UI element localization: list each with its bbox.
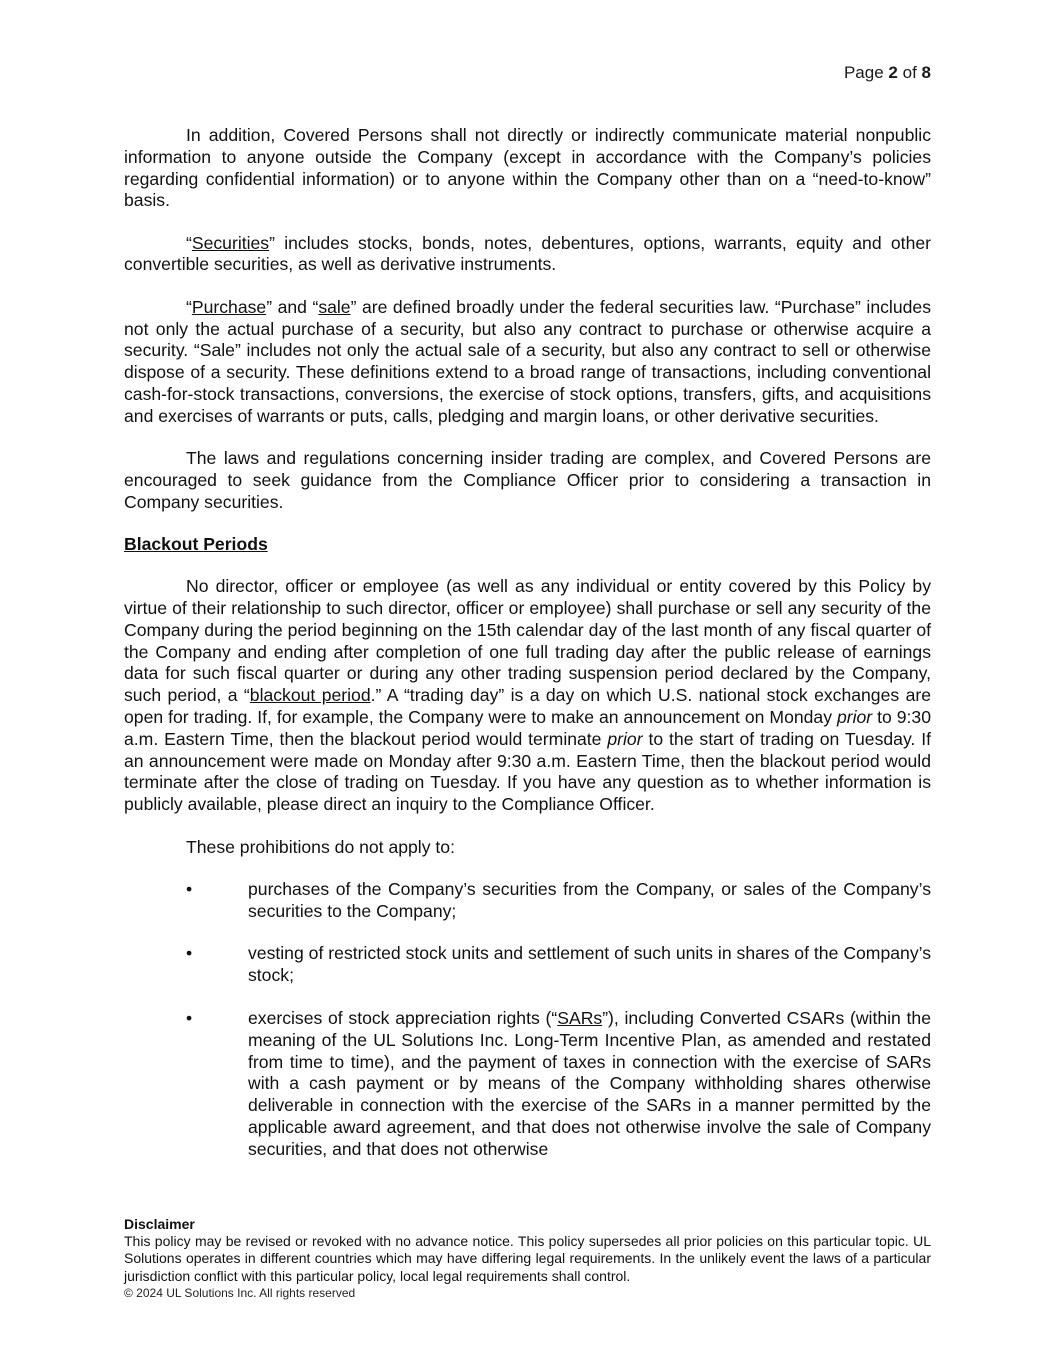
disclaimer-title: Disclaimer <box>124 1216 195 1232</box>
page-current: 2 <box>888 63 898 82</box>
list-item-text: exercises of stock appreciation rights (“ <box>248 1008 558 1028</box>
list-item <box>124 1008 931 1161</box>
page-of: of <box>902 63 917 82</box>
prohibitions-intro: These prohibitions do not apply to: <box>186 836 455 857</box>
emphasis-prior: prior <box>836 707 873 728</box>
paragraph-communication: In addition, Covered Persons shall not directly or indirectly communicate material nonpublic information to anyone outside the Company (except in accordance with the Company’s policies regarding confidential information) or to anyone within the Company other than on a “need-to-know” basis. <box>124 125 931 211</box>
bullet-marker: • <box>186 1008 193 1028</box>
paragraph-blackout-rule <box>124 576 931 816</box>
blackout-text-3: to 9:30 a.m. Eastern Time, then the blackout period would terminate <box>124 707 931 749</box>
defined-term-sale: sale <box>318 296 351 317</box>
disclaimer-text: This policy may be revised or revoked with no advance notice. This policy supersedes all prior policies on this particular topic. UL Solutions operates in different countries which may have differing legal requirements. In the unlikely event the laws of a particular jurisdiction conflict with this particular policy, local legal requirements shall control. <box>124 1233 931 1284</box>
document-body <box>124 125 931 1182</box>
paragraph-purchase-sale-definition <box>124 297 931 428</box>
page-label: Page <box>843 63 884 82</box>
page-total: 8 <box>921 63 931 82</box>
defined-term-purchase: Purchase <box>191 296 267 317</box>
blackout-text-2: .” A “trading day” is a day on which U.S. national stock exchanges are open for trading. If, for example, the Company were to make an announcement on Monday <box>124 685 931 728</box>
list-item-text: ”), including Converted CSARs (within the meaning of the UL Solutions Inc. Long-Term Incentive Plan, as amended and restated from time to time), and the payment of taxes in connection with the exercise of SARs with a cash payment or by means of the Company withholding shares otherwise deliverable in connection with the exercise of the SARs in a manner permitted by the applicable award agreement, and that does not otherwise involve the sale of Company securities, and that does not otherwise <box>248 1008 931 1159</box>
bullet-marker: • <box>186 943 193 964</box>
open-quote: “ <box>186 232 192 253</box>
bullet-marker: • <box>186 878 193 899</box>
securities-definition-text: ” includes stocks, bonds, notes, debentures, options, warrants, equity and other convertible securities, as well as derivative instruments. <box>124 232 931 275</box>
defined-term-securities: Securities <box>191 232 270 253</box>
list-item <box>124 879 931 923</box>
conjunction-text: ” and “ <box>266 296 319 317</box>
exceptions-list <box>124 879 931 1161</box>
copyright-notice: © 2024 UL Solutions Inc. All rights reserved <box>124 1285 356 1300</box>
blackout-text-1: No director, officer or employee (as well as any individual or entity covered by this Policy by virtue of their relationship to such director, officer or employee) shall purchase or sell any security of the Company during the period beginning on the 15th calendar day of the last month of any fiscal quarter of the Company and ending after completion of one full trading day after the public release of earnings data for such fiscal quarter or during any other trading suspension period declared by the Company, such period, a “ <box>124 576 931 706</box>
list-item-text: purchases of the Company’s securities from the Company, or sales of the Company’s securities to the Company; <box>248 878 931 921</box>
section-heading-blackout-periods: Blackout Periods <box>124 533 268 554</box>
page-number <box>844 63 931 83</box>
blackout-text-4: to the start of trading on Tuesday. If an announcement were made on Monday after 9:30 a.m. Eastern Time, then the blackout period would terminate after the close of trading on Tuesday. If you have any question as to whether information is publicly available, please direct an inquiry to the Compliance Officer. <box>124 728 931 815</box>
defined-term-sars: SARs <box>557 1008 603 1028</box>
page-footer <box>124 1215 931 1301</box>
list-item <box>124 943 931 987</box>
paragraph-securities-definition <box>124 233 931 277</box>
list-item-text: vesting of restricted stock units and settlement of such units in shares of the Company’s stock; <box>248 943 931 986</box>
open-quote: “ <box>186 296 192 317</box>
emphasis-prior: prior <box>607 728 643 749</box>
paragraph-guidance: The laws and regulations concerning insider trading are complex, and Covered Persons are encouraged to seek guidance from the Compliance Officer prior to considering a transaction in Company securities. <box>124 448 931 512</box>
defined-term-blackout-period: blackout period <box>249 685 371 706</box>
purchase-sale-definition-text: ” are defined broadly under the federal securities law. “Purchase” includes not only the actual purchase of a security, but also any contract to purchase or otherwise acquire a security. “Sale” includes not only the actual sale of a security, but also any contract to sell or otherwise dispose of a security. These definitions extend to a broad range of transactions, including conventional cash-for-stock transactions, conversions, the exercise of stock options, transfers, gifts, and acquisitions and exercises of warrants or puts, calls, pledging and margin loans, or other derivative securities. <box>124 296 931 426</box>
